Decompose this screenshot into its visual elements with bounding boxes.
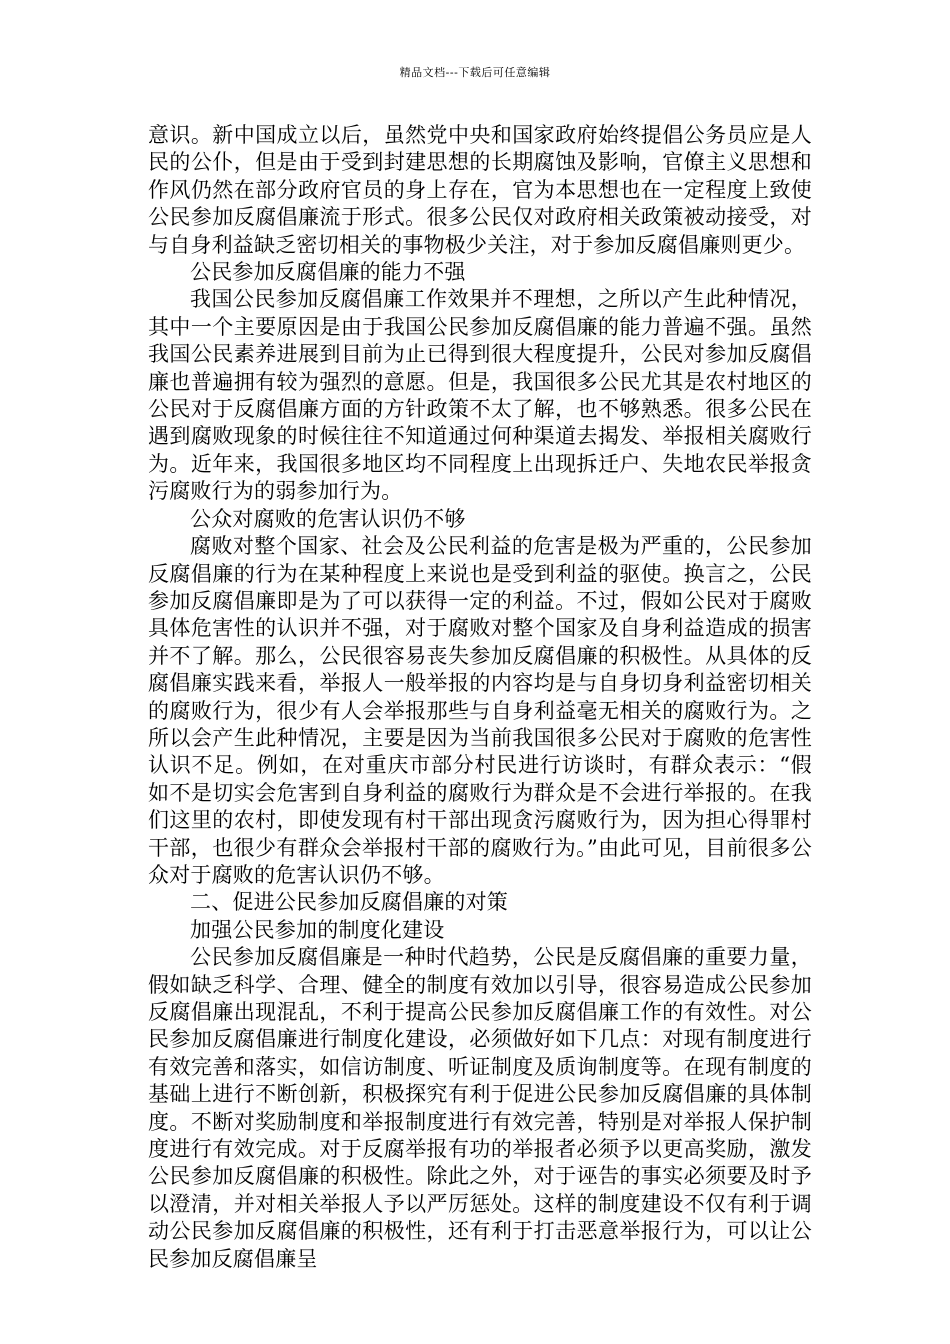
section-heading: 公众对腐败的危害认识仍不够 [190, 506, 466, 531]
paragraph: 腐败对整个国家、社会及公民利益的危害是极为严重的，公民参加反腐倡廉的行为在某种程度上来说也是受到利益的驱使。换言之，公民参加反腐倡廉即是为了可以获得一定的利益。不过，假如公民对于腐败具体危害性的认识并不强，对于腐败对整个国家及自身利益造成的损害并不了解。那么，公民很容易丧失参加反腐倡廉的积极性。从具体的反腐倡廉实践来看，举报人一般举报的内容均是与自身切身利益密切相关的腐败行为，很少有人会举报那些与自身利益毫无相关的腐败行为。之所以会产生此种情况，主要是因为当前我国很多公民对于腐败的危害性认识不足。例如，在对重庆市部分村民进行访谈时，有群众表示：“假如不是切实会危害到自身利益的腐败行为群众是不会进行举报的。在我们这里的农村，即使发现有村干部出现贪污腐败行为，因为担心得罪村干部，也很少有群众会举报村干部的腐败行为。”由此可见，目前很多公众对于腐败的危害认识仍不够。 [148, 534, 812, 887]
paragraph: 我国公民参加反腐倡廉工作效果并不理想，之所以产生此种情况，其中一个主要原因是由于我国公民参加反腐倡廉的能力普遍不强。虽然我国公民素养进展到目前为止已得到很大程度提升，公民对参加反腐倡廉也普遍拥有较为强烈的意愿。但是，我国很多公民尤其是农村地区的公民对于反腐倡廉方面的方针政策不太了解，也不够熟悉。很多公民在遇到腐败现象的时候往往不知道通过何种渠道去揭发、举报相关腐败行为。近年来，我国很多地区均不同程度上出现拆迁户、失地农民举报贪污腐败行为的弱参加行为。 [148, 287, 812, 504]
section-heading: 加强公民参加的制度化建设 [190, 917, 445, 942]
document-body [148, 122, 812, 1273]
paragraph: 意识。新中国成立以后，虽然党中央和国家政府始终提倡公务员应是人民的公仆，但是由于受到封建思想的长期腐蚀及影响，官僚主义思想和作风仍然在部分政府官员的身上存在，官为本思想也在一定程度上致使公民参加反腐倡廉流于形式。很多公民仅对政府相关政策被动接受，对与自身利益缺乏密切相关的事物极少关注，对于参加反腐倡廉则更少。 [148, 123, 812, 257]
section-heading: 公民参加反腐倡廉的能力不强 [190, 260, 466, 285]
paragraph: 公民参加反腐倡廉是一种时代趋势，公民是反腐倡廉的重要力量，假如缺乏科学、合理、健全的制度有效加以引导，很容易造成公民参加反腐倡廉出现混乱，不利于提高公民参加反腐倡廉工作的有效性。对公民参加反腐倡廉进行制度化建设，必须做好如下几点：对现有制度进行有效完善和落实，如信访制度、听证制度及质询制度等。在现有制度的基础上进行不断创新，积极探究有利于促进公民参加反腐倡廉的具体制度。不断对奖励制度和举报制度进行有效完善，特别是对举报人保护制度进行有效完成。对于反腐举报有功的举报者必须予以更高奖励，激发公民参加反腐倡廉的积极性。除此之外，对于诬告的事实必须要及时予以澄清，并对相关举报人予以严厉惩处。这样的制度建设不仅有利于调动公民参加反腐倡廉的积极性，还有利于打击恶意举报行为，可以让公民参加反腐倡廉呈 [148, 945, 812, 1271]
page-header: 精品文档---下载后可任意编辑 [399, 66, 551, 79]
section-heading: 二、促进公民参加反腐倡廉的对策 [190, 890, 508, 915]
